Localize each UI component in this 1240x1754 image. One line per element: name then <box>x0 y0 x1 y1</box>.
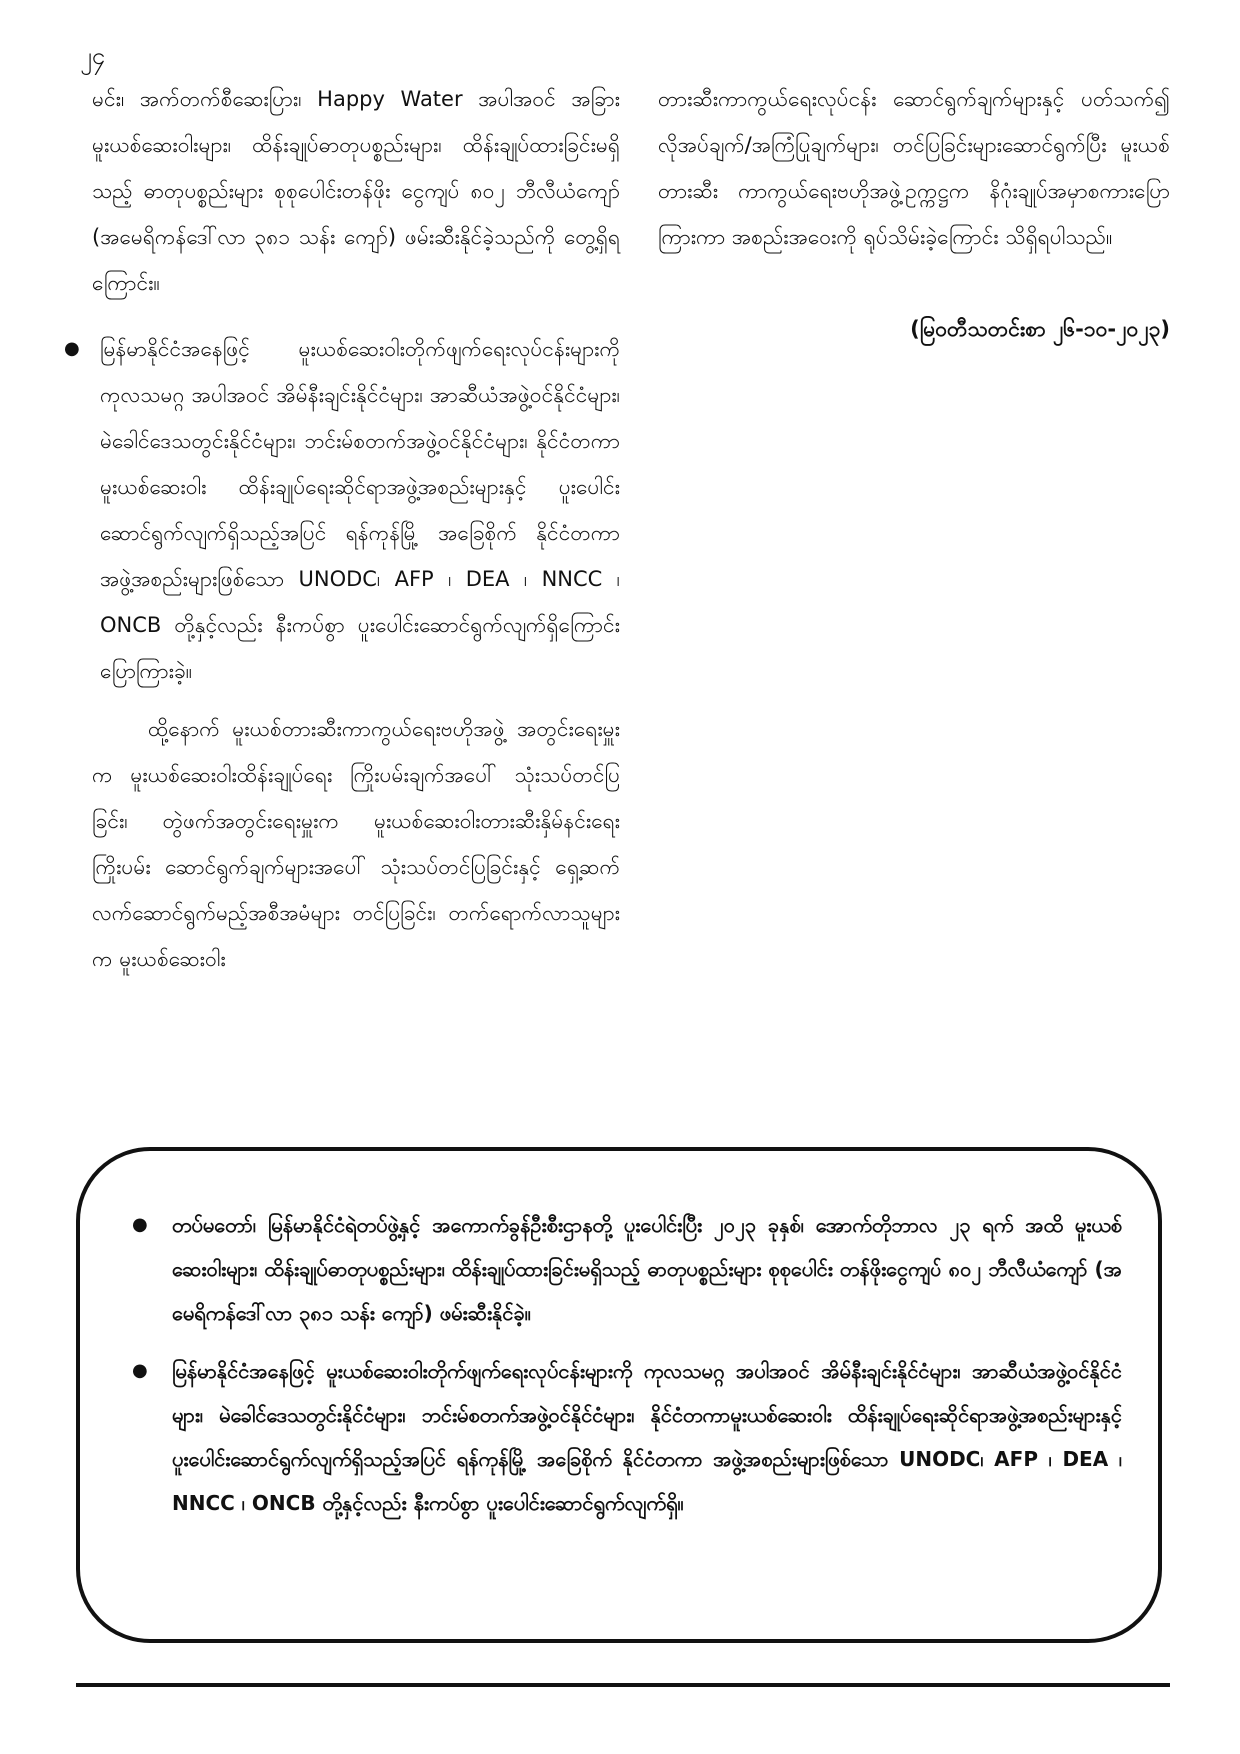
body-paragraph-right: တားဆီးကာကွယ်ရေးလုပ်ငန်း ဆောင်ရွက်ချက်များနှင့် ပတ်သက်၍ လိုအပ်ချက်/အကြံပြုချက်များ၊ တင်ပြခြင်းများဆောင်ရွက်ပြီး မူးယစ်တားဆီး ကာကွယ်ရေးဗဟိုအဖွဲ့ဥက္ကဋ္ဌက နိဂုံးချုပ်အမှာစကားပြောကြားကာ အစည်းအဝေးကို ရုပ်သိမ်းခဲ့ကြောင်း သိရှိရပါသည်။ <box>658 87 1170 249</box>
summary-list <box>132 1203 1122 1539</box>
bullet-list <box>68 326 620 694</box>
continuation-paragraph: မင်း၊ အက်တက်စီဆေးပြား၊ Happy Water အပါအဝင် အခြားမူးယစ်ဆေးဝါးများ၊ ထိန်းချုပ်ဓာတုပစ္စည်းများ၊ ထိန်းချုပ်ထားခြင်းမရှိသည့် ဓာတုပစ္စည်းများ စုစုပေါင်းတန်ဖိုး ငွေကျပ် ၈၀၂ ဘီလီယံကျော် (အမေရိကန်ဒေါ်လာ ၃၈၁ သန်း ကျော်) ဖမ်းဆီးနိုင်ခဲ့သည်ကို တွေ့ရှိရကြောင်း။ <box>92 87 620 295</box>
right-column <box>658 76 1170 352</box>
bottom-divider <box>76 1683 1170 1687</box>
page-number: ၂၄ <box>80 42 106 70</box>
summary-item: ● မြန်မာနိုင်ငံအနေဖြင့် မူးယစ်ဆေးဝါးတိုက်ဖျက်ရေးလုပ်ငန်းများကို ကုလသမဂ္ဂ အပါအဝင် အိမ်နီးချင်းနိုင်ငံများ၊ အာဆီယံအဖွဲ့ဝင်နိုင်ငံများ၊ မဲခေါင်ဒေသတွင်းနိုင်ငံများ၊ ဘင်းမ်စတက်အဖွဲ့ဝင်နိုင်ငံများ၊ နိုင်ငံတကာမူးယစ်ဆေးဝါး ထိန်းချုပ်ရေးဆိုင်ရာအဖွဲ့အစည်းများနှင့် ပူးပေါင်းဆောင်ရွက်လျက်ရှိသည့်အပြင် ရန်ကုန်မြို့ အခြေစိုက် နိုင်ငံတကာ အဖွဲ့အစည်းများဖြစ်သော UNODC၊ AFP ၊ DEA ၊ NNCC ၊ ONCB တို့နှင့်လည်း နီးကပ်စွာ ပူးပေါင်းဆောင်ရွက်လျက်ရှိ။ <box>132 1349 1122 1525</box>
body-paragraph: ထို့နောက် မူးယစ်တားဆီးကာကွယ်ရေးဗဟိုအဖွဲ့ အတွင်းရေးမှူးက မူးယစ်ဆေးဝါးထိန်းချုပ်ရေး ကြိုးပမ်းချက်အပေါ် သုံးသပ်တင်ပြခြင်း၊ တွဲဖက်အတွင်းရေးမှူးက မူးယစ်ဆေးဝါးတားဆီးနှိမ်နင်းရေးကြိုးပမ်း ဆောင်ရွက်ချက်များအပေါ် သုံးသပ်တင်ပြခြင်းနှင့် ရှေ့ဆက်လက်ဆောင်ရွက်မည့်အစီအမံများ တင်ပြခြင်း၊ တက်ရောက်လာသူများက မူးယစ်ဆေးဝါး <box>92 717 620 971</box>
summary-item: ● တပ်မတော်၊ မြန်မာနိုင်ငံရဲတပ်ဖွဲ့နှင့် အကောက်ခွန်ဦးစီးဌာနတို့ ပူးပေါင်းပြီး ၂၀၂၃ ခုနှစ်၊ အောက်တိုဘာလ ၂၃ ရက် အထိ မူးယစ်ဆေးဝါးများ၊ ထိန်းချုပ်ဓာတုပစ္စည်းများ၊ ထိန်းချုပ်ထားခြင်းမရှိသည့် ဓာတုပစ္စည်းများ စုစုပေါင်း တန်ဖိုးငွေကျပ် ၈၀၂ ဘီလီယံကျော် (အမေရိကန်ဒေါ်လာ ၃၈၁ သန်း ကျော်) ဖမ်းဆီးနိုင်ခဲ့။ <box>132 1203 1122 1335</box>
summary-box <box>76 1147 1162 1643</box>
bullet-item: ● မြန်မာနိုင်ငံအနေဖြင့် မူးယစ်ဆေးဝါးတိုက်ဖျက်ရေးလုပ်ငန်းများကို ကုလသမဂ္ဂ အပါအဝင် အိမ်နီးချင်းနိုင်ငံများ၊ အာဆီယံအဖွဲ့ဝင်နိုင်ငံများ၊ မဲခေါင်ဒေသတွင်းနိုင်ငံများ၊ ဘင်းမ်စတက်အဖွဲ့ဝင်နိုင်ငံများ၊ နိုင်ငံတကာမူးယစ်ဆေးဝါး ထိန်းချုပ်ရေးဆိုင်ရာအဖွဲ့အစည်းများနှင့် ပူးပေါင်းဆောင်ရွက်လျက်ရှိသည့်အပြင် ရန်ကုန်မြို့ အခြေစိုက် နိုင်ငံတကာ အဖွဲ့အစည်းများဖြစ်သော UNODC၊ AFP ၊ DEA ၊ NNCC ၊ ONCB တို့နှင့်လည်း နီးကပ်စွာ ပူးပေါင်းဆောင်ရွက်လျက်ရှိကြောင်း ပြောကြားခဲ့။ <box>68 326 620 694</box>
left-column <box>92 76 620 982</box>
source-citation: (မြဝတီသတင်းစာ ၂၆-၁၀-၂၀၂၃) <box>910 317 1170 341</box>
